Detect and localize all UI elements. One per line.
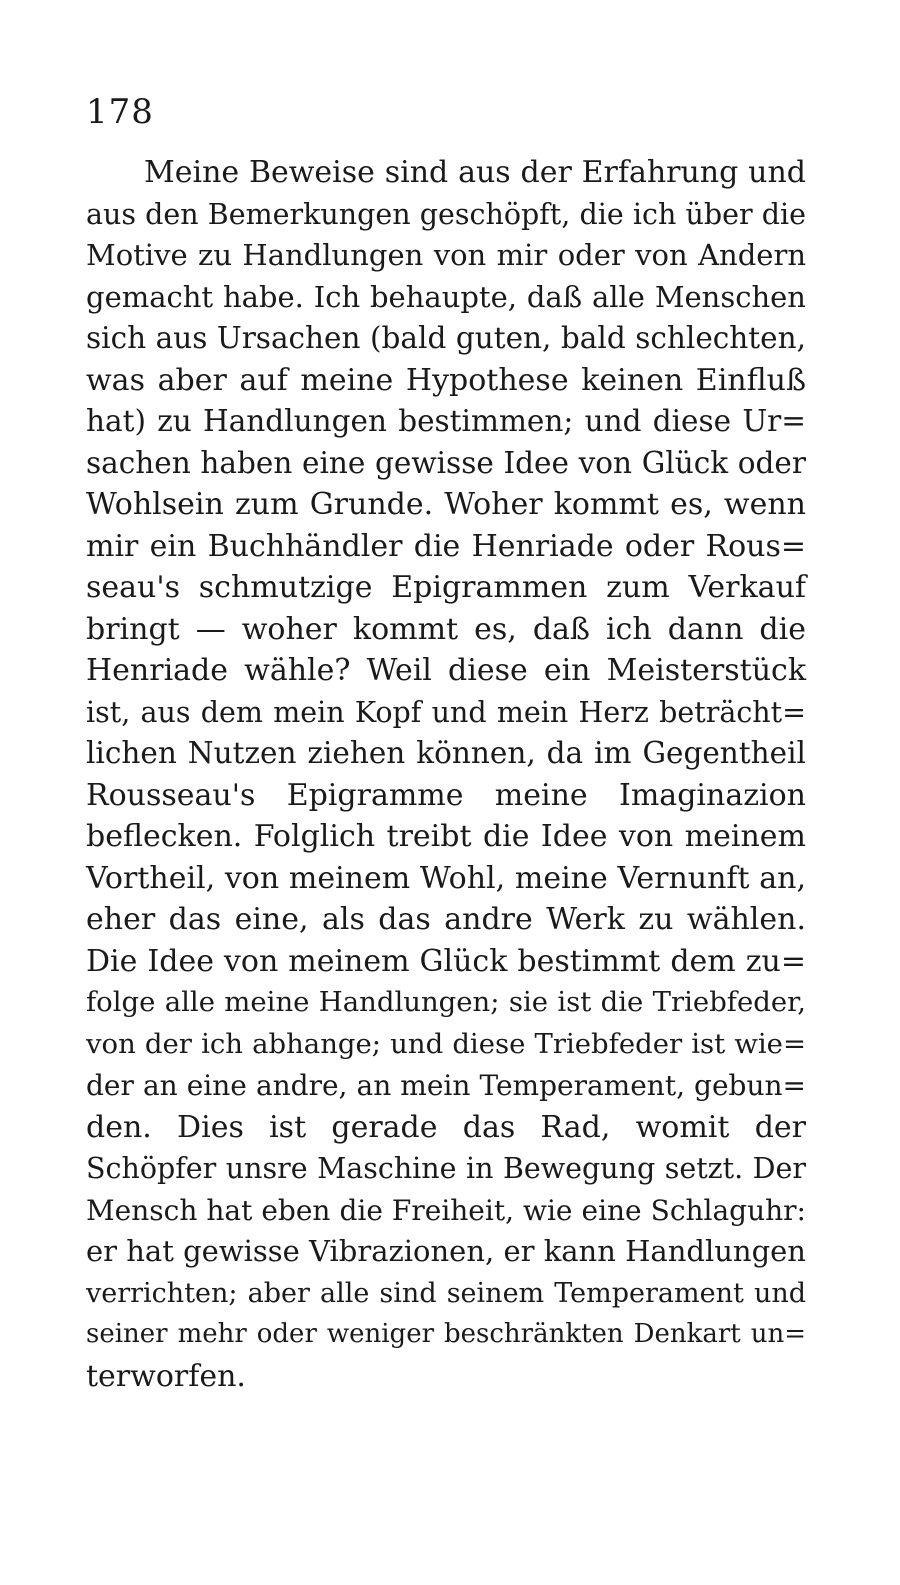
text-line: bringt — woher kommt es, daß ich dann die <box>86 611 806 647</box>
text-line: Motive zu Handlungen von mir oder von Andern <box>86 238 806 272</box>
text-line: beflecken. Folglich treibt die Idee von meinem <box>86 819 806 854</box>
text-line: Wohlsein zum Grunde. Woher kommt es, wenn <box>86 487 806 522</box>
text-line: seiner mehr oder weniger beschränkten Denkart un= <box>86 1319 806 1349</box>
body-text <box>86 152 806 1397</box>
text-line: der an eine andre, an mein Temperament, gebun= <box>86 1069 806 1102</box>
text-line: Schöpfer unsre Maschine in Bewegung setzt. Der <box>86 1152 806 1185</box>
text-line: terworfen. <box>86 1358 246 1394</box>
text-line: verrichten; aber alle sind seinem Temperament und <box>86 1277 806 1309</box>
text-line: von der ich abhange; und diese Triebfeder ist wie= <box>86 1027 806 1060</box>
text-line: den. Dies ist gerade das Rad, womit der <box>86 1109 806 1145</box>
text-line: sich aus Ursachen (bald guten, bald schlechten, <box>86 321 806 355</box>
page-number: 178 <box>86 92 154 132</box>
text-line: gemacht habe. Ich behaupte, daß alle Menschen <box>86 279 806 314</box>
text-line: aus den Bemerkungen geschöpft, die ich über die <box>86 197 806 231</box>
text-line: hat) zu Handlungen bestimmen; und diese Ur= <box>86 404 806 438</box>
text-line: folge alle meine Handlungen; sie ist die Triebfeder, <box>86 986 806 1018</box>
text-line: Die Idee von meinem Glück bestimmt dem zu= <box>86 943 806 979</box>
text-line: Meine Beweise sind aus der Erfahrung und <box>144 155 806 190</box>
text-line: Vortheil, von meinem Wohl, meine Vernunft an, <box>86 860 806 896</box>
text-line: seau's schmutzige Epigrammen zum Verkauf <box>86 570 806 605</box>
text-line: Henriade wähle? Weil diese ein Meisterstück <box>86 653 806 688</box>
text-line: was aber auf meine Hypothese keinen Einfluß <box>86 362 806 398</box>
text-line: Rousseau's Epigramme meine Imaginazion <box>86 777 806 813</box>
text-line: ist, aus dem mein Kopf und mein Herz beträcht= <box>86 695 806 729</box>
text-line: eher das eine, als das andre Werk zu wählen. <box>86 902 806 937</box>
text-line: Mensch hat eben die Freiheit, wie eine Schlaguhr: <box>86 1193 806 1227</box>
text-line: mir ein Buchhändler die Henriade oder Rous= <box>86 528 806 564</box>
text-line: er hat gewisse Vibrazionen, er kann Handlungen <box>86 1234 806 1268</box>
text-line: sachen haben eine gewisse Idee von Glück oder <box>86 445 806 480</box>
text-line: lichen Nutzen ziehen können, da im Gegentheil <box>86 736 806 770</box>
